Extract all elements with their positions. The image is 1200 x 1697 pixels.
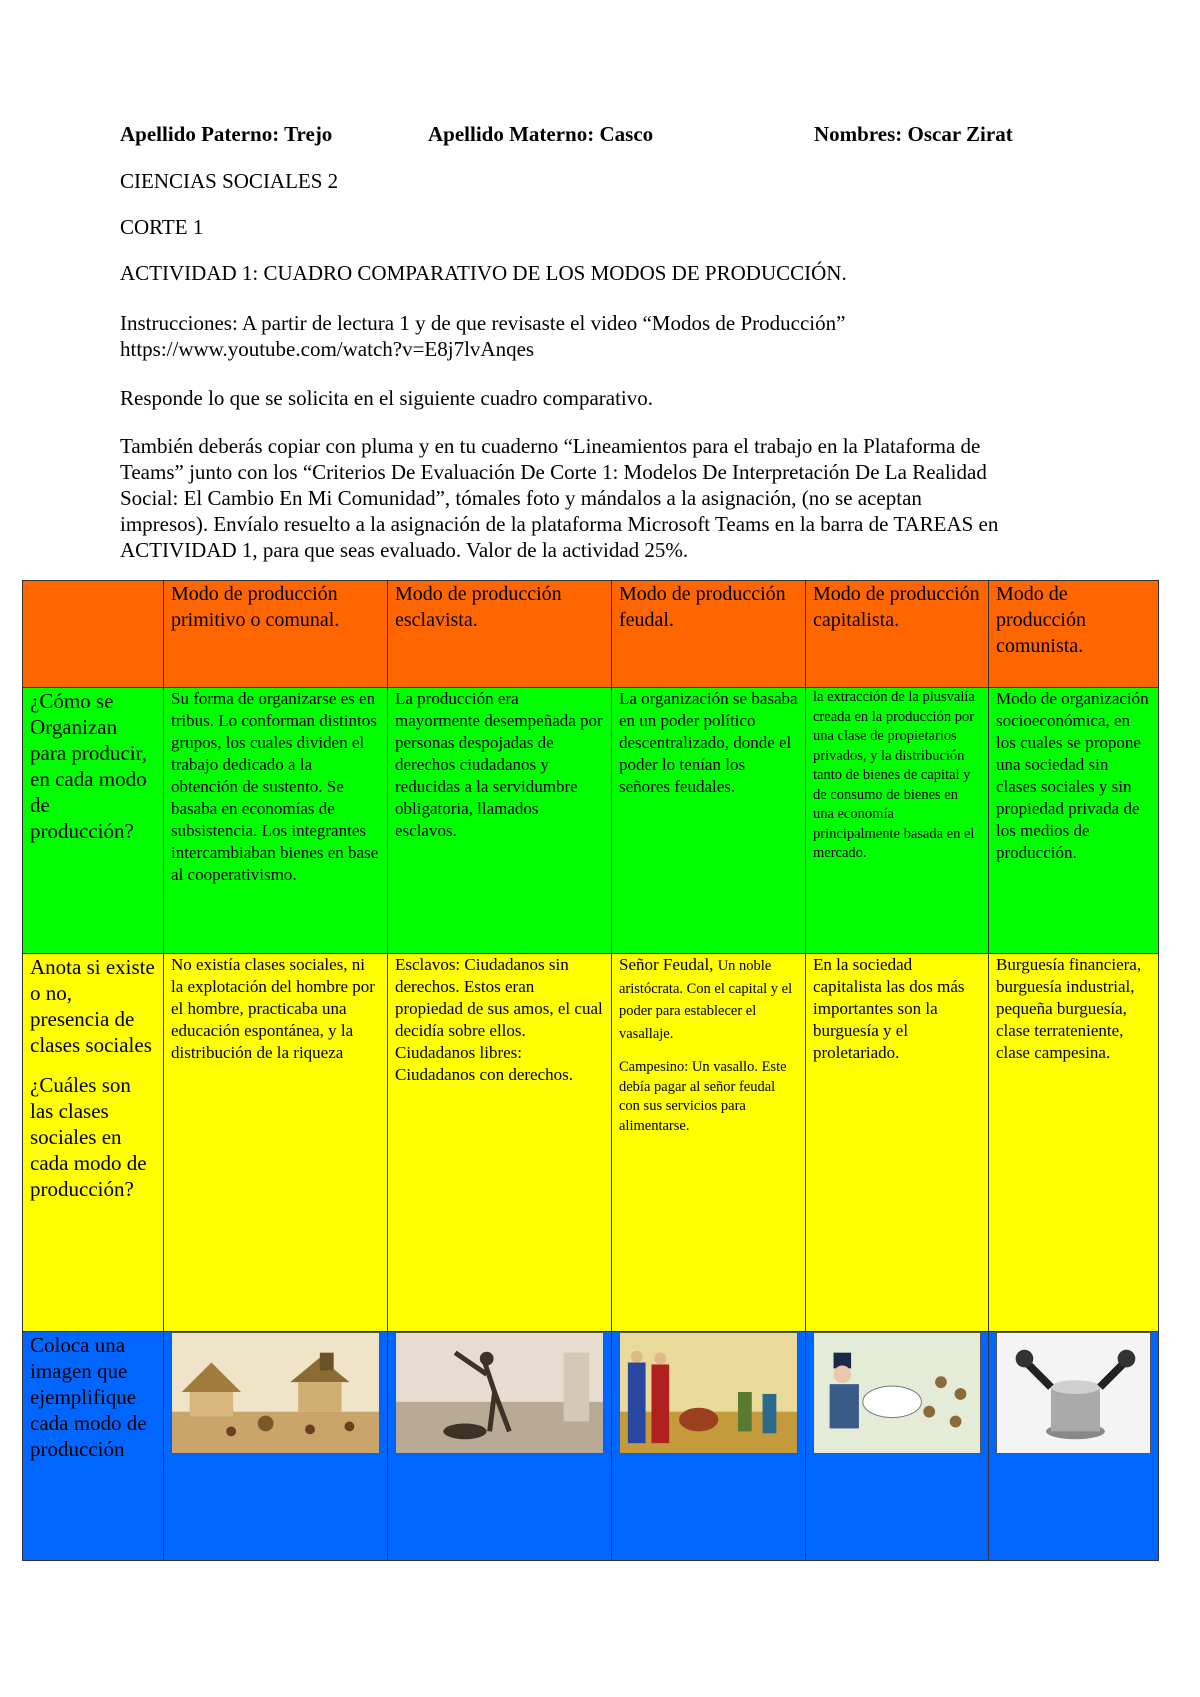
nombres: Nombres: Oscar Zirat — [814, 122, 1013, 146]
paragraph-line: ACTIVIDAD 1, para que seas evaluado. Valor de la actividad 25%. — [120, 538, 689, 562]
slave-labor-image — [395, 1332, 604, 1454]
paragraph-line: También deberás copiar con pluma y en tu cuaderno “Lineamientos para el trabajo en la Plataforma de — [120, 434, 981, 458]
cls-esclavista: Esclavos: Ciudadanos sin derechos. Estos eran propiedad de sus amos, el cual decidía sobre ellos. Ciudadanos libres: Ciudadanos con derechos. — [388, 954, 612, 1332]
col-header-feudal: Modo de producción feudal. — [612, 581, 806, 688]
apellido-materno: Apellido Materno: Casco — [428, 122, 654, 146]
org-feudal: La organización se basaba en un poder político descentralizado, donde el poder lo tenían los señores feudales. — [612, 688, 806, 954]
classes-row — [23, 954, 1159, 1332]
col-header-capitalista: Modo de producción capitalista. — [806, 581, 989, 688]
org-comunista: Modo de organización socioeconómica, en los cuales se propone una sociedad sin clases sociales y sin propiedad privada de los medios de producción. — [989, 688, 1159, 954]
communist-cartoon-image — [996, 1332, 1151, 1454]
corner-cell — [23, 581, 164, 688]
cls-feudal — [612, 954, 806, 1332]
paragraph-line: impresos). Envíalo resuelto a la asignación de la plataforma Microsoft Teams en la barra de TAREAS en — [120, 512, 999, 536]
header-row — [23, 581, 1159, 688]
comparison-table — [22, 580, 1159, 1561]
row-label-clases — [23, 954, 164, 1332]
organization-row — [23, 688, 1159, 954]
org-capitalista: la extracción de la plusvalía creada en la producción por una clase de propietarios privados, y la distribución tanto de bienes de capital y de consumo de bienes en una economía principalmente basada en el mercado. — [806, 688, 989, 954]
img-cell-comunista — [989, 1332, 1159, 1561]
cls-comunista: Burguesía financiera, burguesía industrial, pequeña burguesía, clase terrateniente, clase campesina. — [989, 954, 1159, 1332]
col-header-primitivo: Modo de producción primitivo o comunal. — [164, 581, 388, 688]
image-row — [23, 1332, 1159, 1561]
paragraph-line: Social: El Cambio En Mi Comunidad”, tómales foto y mándalos a la asignación, (no se aceptan — [120, 486, 922, 510]
row-label-imagen: Coloca una imagen que ejemplifique cada modo de producción — [23, 1332, 164, 1561]
primitive-village-image — [171, 1332, 380, 1454]
img-cell-esclavista — [388, 1332, 612, 1561]
feudal-lord-label: Señor Feudal, — [619, 955, 714, 974]
video-url[interactable]: https://www.youtube.com/watch?v=E8j7lvAnqes — [120, 337, 535, 361]
org-primitivo: Su forma de organizarse es en tribus. Lo conforman distintos grupos, los cuales dividen el trabajo dedicado a la obtención de sustento. Se basaba en economías de subsistencia. Los integrantes intercambiaban bienes en base al cooperativismo. — [164, 688, 388, 954]
activity-title: ACTIVIDAD 1: CUADRO COMPARATIVO DE LOS MODOS DE PRODUCCIÓN. — [120, 261, 847, 285]
col-header-esclavista: Modo de producción esclavista. — [388, 581, 612, 688]
org-esclavista: La producción era mayormente desempeñada por personas despojadas de derechos ciudadanos y reducidas a la servidumbre obligatoria, llamados esclavos. — [388, 688, 612, 954]
cls-capitalista: En la sociedad capitalista las dos más importantes son la burguesía y el proletariado. — [806, 954, 989, 1332]
col-header-comunista: Modo de producción comunista. — [989, 581, 1159, 688]
course-title: CIENCIAS SOCIALES 2 — [120, 169, 339, 193]
img-cell-primitivo — [164, 1332, 388, 1561]
cls-primitivo: No existía clases sociales, ni la explotación del hombre por el hombre, practicaba una educación espontánea, y la distribución de la riqueza — [164, 954, 388, 1332]
capitalist-cartoon-image — [813, 1332, 981, 1454]
img-cell-capitalista — [806, 1332, 989, 1561]
row-label-clases-1: Anota si existe o no, presencia de clases sociales — [30, 955, 155, 1057]
feudal-lord-text: Un noble aristócrata. Con el capital y el poder para establecer el vasallaje. — [619, 958, 793, 1042]
paragraph-line: Teams” junto con los “Criterios De Evaluación De Corte 1: Modelos De Interpretación De La Realidad — [120, 460, 987, 484]
respond-text: Responde lo que se solicita en el siguiente cuadro comparativo. — [120, 386, 654, 410]
img-cell-feudal — [612, 1332, 806, 1561]
feudal-society-image — [619, 1332, 798, 1454]
student-header — [120, 122, 1080, 152]
row-label-clases-2: ¿Cuáles son las clases sociales en cada modo de producción? — [30, 1073, 147, 1201]
row-label-organizacion: ¿Cómo se Organizan para producir, en cada modo de producción? — [23, 688, 164, 954]
instructions-paragraph — [120, 433, 1080, 563]
feudal-peasant-text: Campesino: Un vasallo. Este debía pagar al señor feudal con sus servicios para alimentarse. — [619, 1059, 787, 1134]
instructions-text: Instrucciones: A partir de lectura 1 y de que revisaste el video “Modos de Producción” — [120, 311, 846, 335]
corte-label: CORTE 1 — [120, 215, 204, 239]
apellido-paterno: Apellido Paterno: Trejo — [120, 122, 333, 146]
